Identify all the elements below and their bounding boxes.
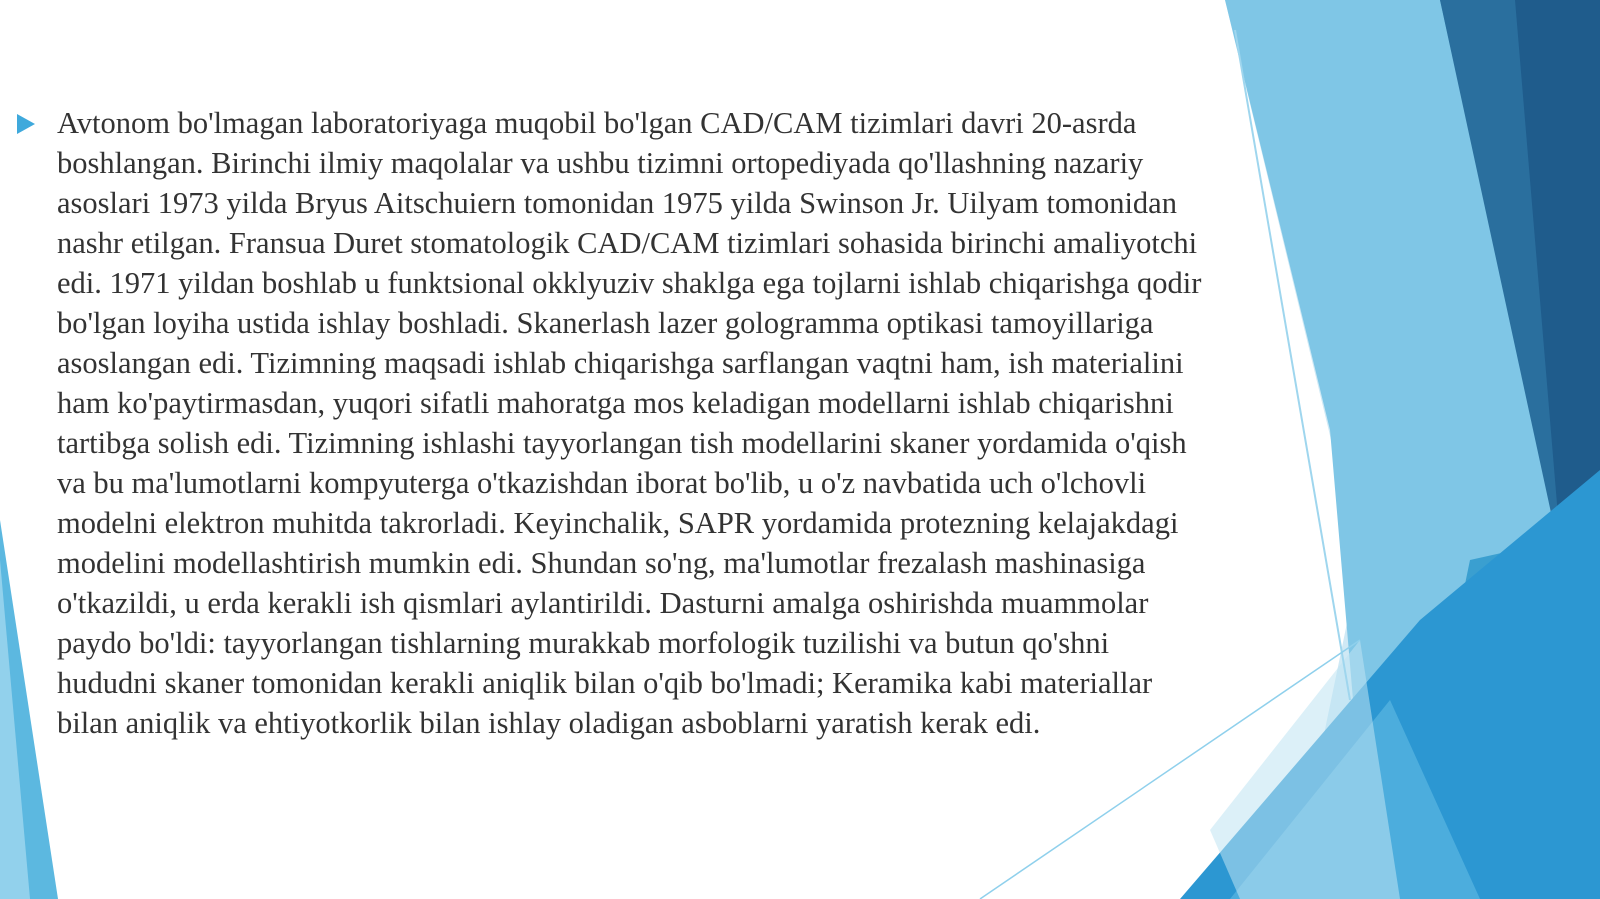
body-text: Avtonom bo'lmagan laboratoriyaga muqobil bo'lgan CAD/CAM tizimlari davri 20-asrda boshlangan. Birinchi ilmiy maqolalar va ushbu tizimni ortopediyada qo'llashning nazariy asoslari 1973 yilda Bryus Aitschuiern tomonidan 1975 yilda Swinson Jr. Uilyam tomonidan nashr etilgan. Fransua Duret stomatologik CAD/CAM tizimlari sohasida birinchi amaliyotchi edi. 1971 yildan boshlab u funktsional okklyuziv shaklga ega tojlarni ishlab chiqarishga qodir bo'lgan loyiha ustida ishlay boshladi. Skanerlash lazer gologramma optikasi tamoyillariga asoslangan edi. Tizimning maqsadi ishlab chiqarishga sarflangan vaqtni ham, ish materialini ham ko'paytirmasdan, yuqori sifatli mahoratga mos keladigan modellarni ishlab chiqarishni tartibga solish edi. Tizimning ishlashi tayyorlangan tish modellarini skaner yordamida o'qish va bu ma'lumotlarni kompyuterga o'tkazishdan iborat bo'lib, u o'z navbatida uch o'lchovli modelni elektron muhitda takrorladi. Keyinchalik, SAPR yordamida protezning kelajakdagi modelini modellashtirish mumkin edi. Shundan so'ng, ma'lumotlar frezalash mashinasiga o'tkazildi, u erda kerakli ish qismlari aylantirildi. Dasturni amalga oshirishda muammolar paydo bo'ldi: tayyorlangan tishlarning murakkab morfologik tuzilishi va butun qo'shni hududni skaner tomonidan kerakli aniqlik bilan o'qib bo'lmadi; Keramika kabi materiallar bilan aniqlik va ehtiyotkorlik bilan ishlay oladigan asboblarni yaratish kerak edi. [57,106,1202,740]
triangle-bullet-icon [14,112,38,136]
